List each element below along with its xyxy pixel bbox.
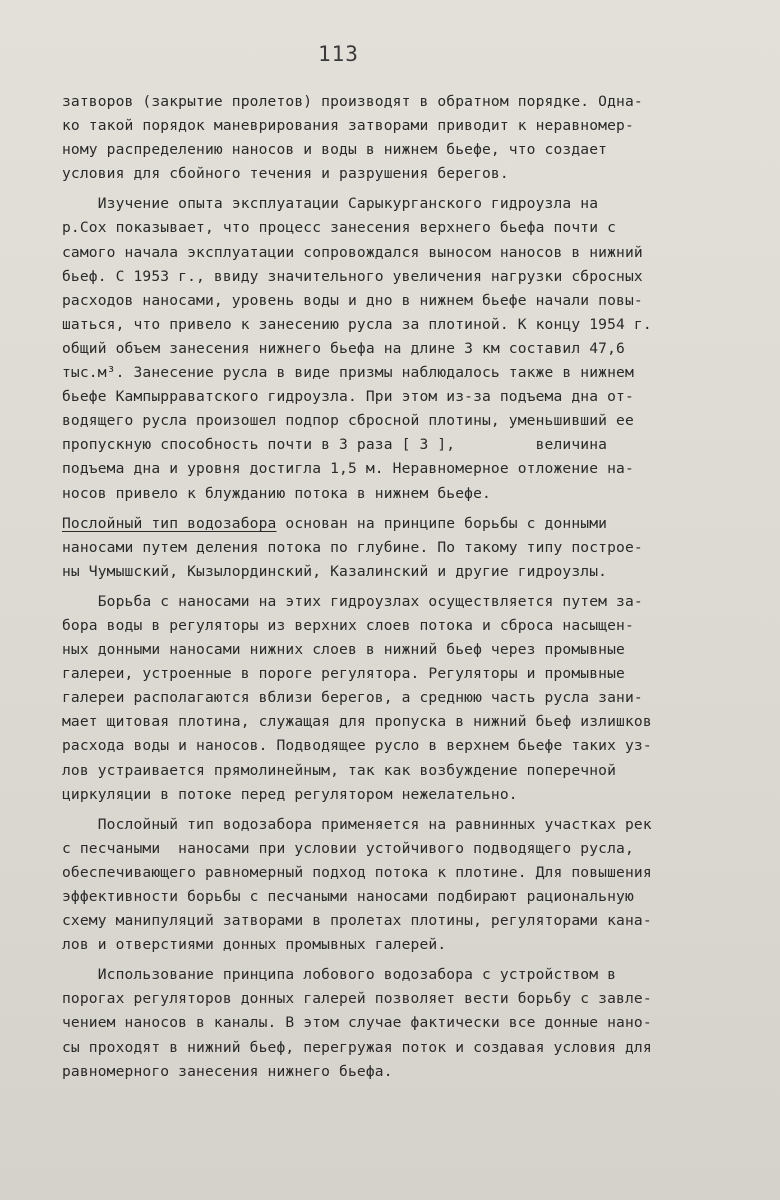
- text-line: порогах регуляторов донных галерей позволяет вести борьбу с завле-: [62, 990, 652, 1008]
- text-line: общий объем занесения нижнего бьефа на длине 3 км составил 47,6: [62, 339, 625, 357]
- text-line: лов устраивается прямолинейным, так как возбуждение поперечной: [62, 761, 617, 779]
- paragraph-6: [62, 963, 752, 1083]
- text-line: бора воды в регуляторы из верхних слоев потока и сброса насыщен-: [62, 616, 634, 634]
- text-line: Изучение опыта эксплуатации Сарыкурганского гидроузла на: [62, 195, 599, 213]
- text-line: самого начала эксплуатации сопровождался выносом наносов в нижний: [62, 243, 643, 261]
- text-line: ному распределению наносов и воды в нижнем бьефе, что создает: [62, 141, 608, 159]
- text-line: сы проходят в нижний бьеф, перегружая поток и создавая условия для: [62, 1038, 652, 1056]
- text-line: ны Чумышский, Кызылординский, Казалинский и другие гидроузлы.: [62, 562, 608, 580]
- paragraph-1: [62, 90, 752, 186]
- paragraph-3: [62, 512, 752, 584]
- text-line: расходов наносами, уровень воды и дно в нижнем бьефе начали повы-: [62, 291, 643, 309]
- text-line: тыс.м³. Занесение русла в виде призмы наблюдалось также в нижнем: [62, 364, 634, 382]
- text-line: носов привело к блужданию потока в нижнем бьефе.: [62, 484, 491, 502]
- text-line: ных донными наносами нижних слоев в нижний бьеф через промывные: [62, 641, 625, 659]
- body-text: [62, 90, 752, 1084]
- text-line: ко такой порядок маневрирования затворами приводит к неравномер-: [62, 117, 634, 135]
- text-line: равномерного занесения нижнего бьефа.: [62, 1062, 393, 1080]
- text-line: с песчаными наносами при условии устойчивого подводящего русла,: [62, 839, 634, 857]
- text-line: условия для сбойного течения и разрушения берегов.: [62, 165, 509, 183]
- page-number: 113: [318, 42, 359, 66]
- text-line: лов и отверстиями донных промывных галерей.: [62, 936, 447, 954]
- text-line: подъема дна и уровня достигла 1,5 м. Неравномерное отложение на-: [62, 460, 634, 478]
- text-line: водящего русла произошел подпор сбросной плотины, уменьшивший ее: [62, 412, 634, 430]
- text-line: наносами путем деления потока по глубине. По такому типу построе-: [62, 538, 643, 556]
- underlined-term: Послойный тип водозабора: [62, 514, 277, 532]
- text-line: схему манипуляций затворами в пролетах плотины, регуляторами кана-: [62, 912, 652, 930]
- text-line: расхода воды и наносов. Подводящее русло в верхнем бьефе таких уз-: [62, 737, 652, 755]
- text-line: Использование принципа лобового водозабора с устройством в: [62, 966, 617, 984]
- text-line: бьеф. С 1953 г., ввиду значительного увеличения нагрузки сбросных: [62, 267, 643, 285]
- text-line: р.Сох показывает, что процесс занесения верхнего бьефа почти с: [62, 219, 617, 237]
- text-line: Борьба с наносами на этих гидроузлах осуществляется путем за-: [62, 592, 643, 610]
- text-line: Послойный тип водозабора применяется на равнинных участках рек: [62, 815, 652, 833]
- text-line: эффективности борьбы с песчаными наносами подбирают рациональную: [62, 888, 634, 905]
- text-line: галереи располагаются вблизи берегов, а среднюю часть русла зани-: [62, 689, 643, 707]
- text-line: [62, 512, 752, 536]
- text-line: мает щитовая плотина, служащая для пропуска в нижний бьеф излишков: [62, 713, 652, 731]
- paragraph-2: [62, 192, 752, 505]
- paragraph-5: [62, 813, 752, 958]
- text-line-rest: основан на принципе борьбы с донными: [276, 514, 608, 532]
- text-line: циркуляции в потоке перед регулятором нежелательно.: [62, 785, 518, 803]
- text-line: галереи, устроенные в пороге регулятора. Регуляторы и промывные: [62, 665, 625, 683]
- text-line: пропускную способность почти в 3 раза [ 3 ], величина: [62, 436, 608, 454]
- text-line: затворов (закрытие пролетов) производят в обратном порядке. Одна-: [62, 93, 643, 110]
- text-line: чением наносов в каналы. В этом случае фактически все донные нано-: [62, 1014, 652, 1032]
- paragraph-4: [62, 590, 752, 807]
- text-line: обеспечивающего равномерный подход потока к плотине. Для повышения: [62, 863, 652, 881]
- text-line: шаться, что привело к занесению русла за плотиной. К концу 1954 г.: [62, 315, 652, 333]
- text-line: бьефе Кампырраватского гидроузла. При этом из-за подъема дна от-: [62, 388, 634, 406]
